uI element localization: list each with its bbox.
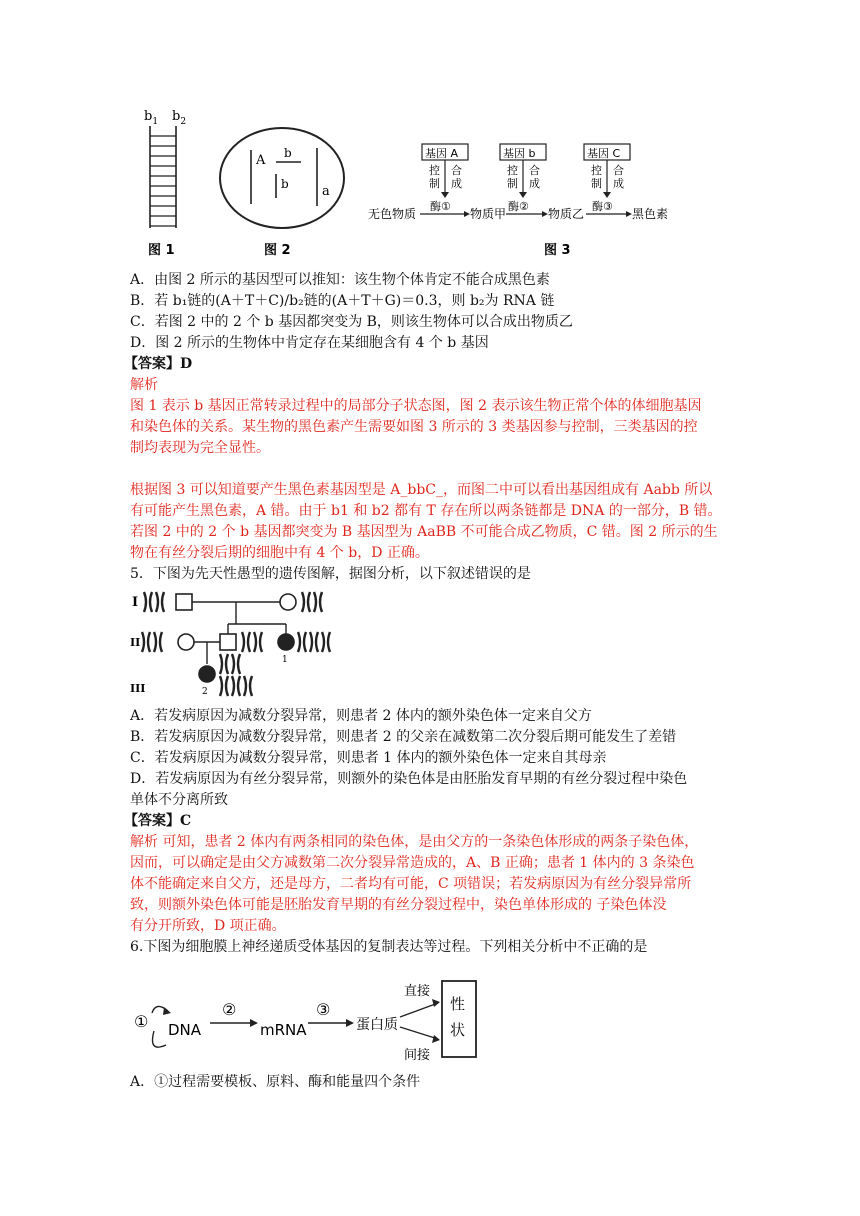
fig1-strand2-label: $b_2$ [172,109,187,127]
flow-step-1: ① [134,1012,149,1031]
flow-step-2: ② [222,1000,237,1019]
q5-option-a: A．若发病原因为减数分裂异常，则患者 2 体内的额外染色体一定来自父方 [130,708,592,724]
fig3-substance-jia: 物质甲 [470,207,507,221]
fig3-enzyme-3: 酶③ [592,200,613,213]
fig1-caption: 图 1 [148,243,175,258]
fig3-ctrl-b2: 制 [507,177,518,190]
fig3-colorless: 无色物质 [368,207,417,221]
figure-row [130,100,690,265]
q4-option-c: C．若图 2 中的 2 个 b 基因都突变为 B，则该生物体可以合成出物质乙 [130,314,573,330]
q5-option-d-line2: 单体不分离所致 [130,792,228,808]
fig3-melanin: 黑色素 [632,207,669,221]
q5-option-c: C．若发病原因为减数分裂异常，则患者 1 体内的额外染色体一定来自其母亲 [130,750,607,766]
figure-3-pathway [368,144,668,258]
pedigree-gen-3: III [130,682,146,695]
fig3-ctrl-b1: 控 [507,164,518,177]
flow-direct: 直接 [404,984,431,999]
q4-analysis-p1-line1: 图 1 表示 b 基因正常转录过程中的局部分子状态图，图 2 表示该生物正常个体的体细胞基因 [130,398,702,414]
q4-option-d: D．图 2 所示的生物体中肯定存在某细胞含有 4 个 b 基因 [130,335,489,351]
q4-analysis-p2-line3: 若图 2 中的 2 个 b 基因都突变为 B 基因型为 AaBB 不可能合成乙物质，C 错。图 2 所示的生 [130,524,718,540]
q4-answer: 【答案】D [124,356,193,372]
q5-analysis-line5: 有分开所致，D 项正确。 [130,918,286,934]
flow-step-3: ③ [316,1000,331,1019]
fig3-syn-a1: 合 [451,164,462,177]
q4-option-b: B．若 b₁链的(A＋T＋C)/b₂链的(A＋T＋G)＝0.3，则 b₂为 RNA 链 [130,293,555,309]
q5-analysis-line4: 致，则额外染色体可能是胚胎发育早期的有丝分裂过程中，染色单体形成的 子染色体没 [130,897,667,913]
pedigree-patient-1: 1 [282,655,288,665]
fig2-gene-b-mid: b [281,177,289,191]
fig3-syn-c2: 成 [613,177,624,190]
fig3-substance-yi: 物质乙 [548,207,585,221]
pedigree-figure [130,580,350,702]
fig1-strand1-label: $b_1$ [144,109,159,127]
fig3-caption: 图 3 [544,243,571,258]
figure-1-ladder [144,109,186,258]
flow-protein: 蛋白质 [356,1017,398,1033]
q5-option-b: B．若发病原因为减数分裂异常，则患者 2 的父亲在减数第二次分裂后期可能发生了差错 [130,729,677,745]
fig2-gene-b-top: b [284,146,292,160]
pedigree-gen-1: I [132,595,139,610]
pedigree-gen-2: II [130,636,141,649]
q4-analysis-p2-line2: 有可能产生黑色素，A 错。由于 b1 和 b2 都有 T 存在所以两条链都是 DNA 的一部分，B 错。 [130,503,722,519]
flow-trait-2: 状 [450,1021,466,1039]
q5-stem: 5．下图为先天性愚型的遗传图解，据图分析，以下叙述错误的是 [130,566,531,582]
q4-analysis-p2-line4: 物在有丝分裂后期的细胞中有 4 个 b，D 正确。 [130,545,429,561]
q5-analysis-line2: 因而，可以确定是由父方减数第二次分裂异常造成的，A、B 正确；患者 1 体内的 3 条染色 [130,855,695,871]
fig3-enzyme-1: 酶① [430,200,451,213]
flow-trait-1: 性 [450,995,466,1013]
fig3-gene-C: 基因 C [587,147,621,160]
fig3-enzyme-2: 酶② [508,200,529,213]
q5-analysis-line1: 解析 可知，患者 2 体内有两条相同的染色体，是由父方的一条染色体形成的两条子染色体， [130,834,699,850]
q5-answer: 【答案】C [124,813,192,829]
fig3-syn-b1: 合 [529,164,540,177]
fig3-gene-A: 基因 A [425,147,459,160]
q4-analysis-p2-line1: 根据图 3 可以知道要产生黑色素基因型是 A_bbC_，而图二中可以看出基因组成有 Aabb 所以 [130,482,713,498]
fig3-ctrl-a2: 制 [429,177,440,190]
fig3-ctrl-c2: 制 [591,177,602,190]
fig2-caption: 图 2 [264,243,291,258]
fig2-gene-A: A [256,153,266,168]
gene-expression-flow [130,965,490,1061]
q6-option-a: A．①过程需要模板、原料、酶和能量四个条件 [130,1074,421,1090]
q4-analysis-title: 解析 [130,377,158,393]
q4-analysis-p1-line2: 和染色体的关系。某生物的黑色素产生需要如图 3 所示的 3 类基因参与控制，三类基因的控 [130,419,698,435]
fig3-syn-a2: 成 [451,177,462,190]
flow-mrna: mRNA [260,1021,307,1039]
figure-2-cell [220,128,344,258]
q4-analysis-p1-line3: 制均表现为完全显性。 [130,440,270,456]
pedigree-patient-2: 2 [202,687,208,697]
fig3-ctrl-a1: 控 [429,164,440,177]
q4-option-a: A．由图 2 所示的基因型可以推知：该生物个体肯定不能合成黑色素 [130,272,550,288]
q5-analysis-line3: 体不能确定来自父方，还是母方，二者均有可能，C 项错误；若发病原因为有丝分裂异常所 [130,876,692,892]
fig2-gene-a: a [322,184,330,199]
fig3-ctrl-c1: 控 [591,164,602,177]
fig3-syn-c1: 合 [613,164,624,177]
flow-indirect: 间接 [404,1048,431,1061]
q6-stem: 6.下图为细胞膜上神经递质受体基因的复制表达等过程。下列相关分析中不正确的是 [130,939,648,955]
flow-dna: DNA [168,1021,202,1039]
fig3-gene-b: 基因 b [503,147,536,160]
q5-option-d-line1: D．若发病原因为有丝分裂异常，则额外的染色体是由胚胎发育早期的有丝分裂过程中染色 [130,771,688,787]
fig3-syn-b2: 成 [529,177,540,190]
